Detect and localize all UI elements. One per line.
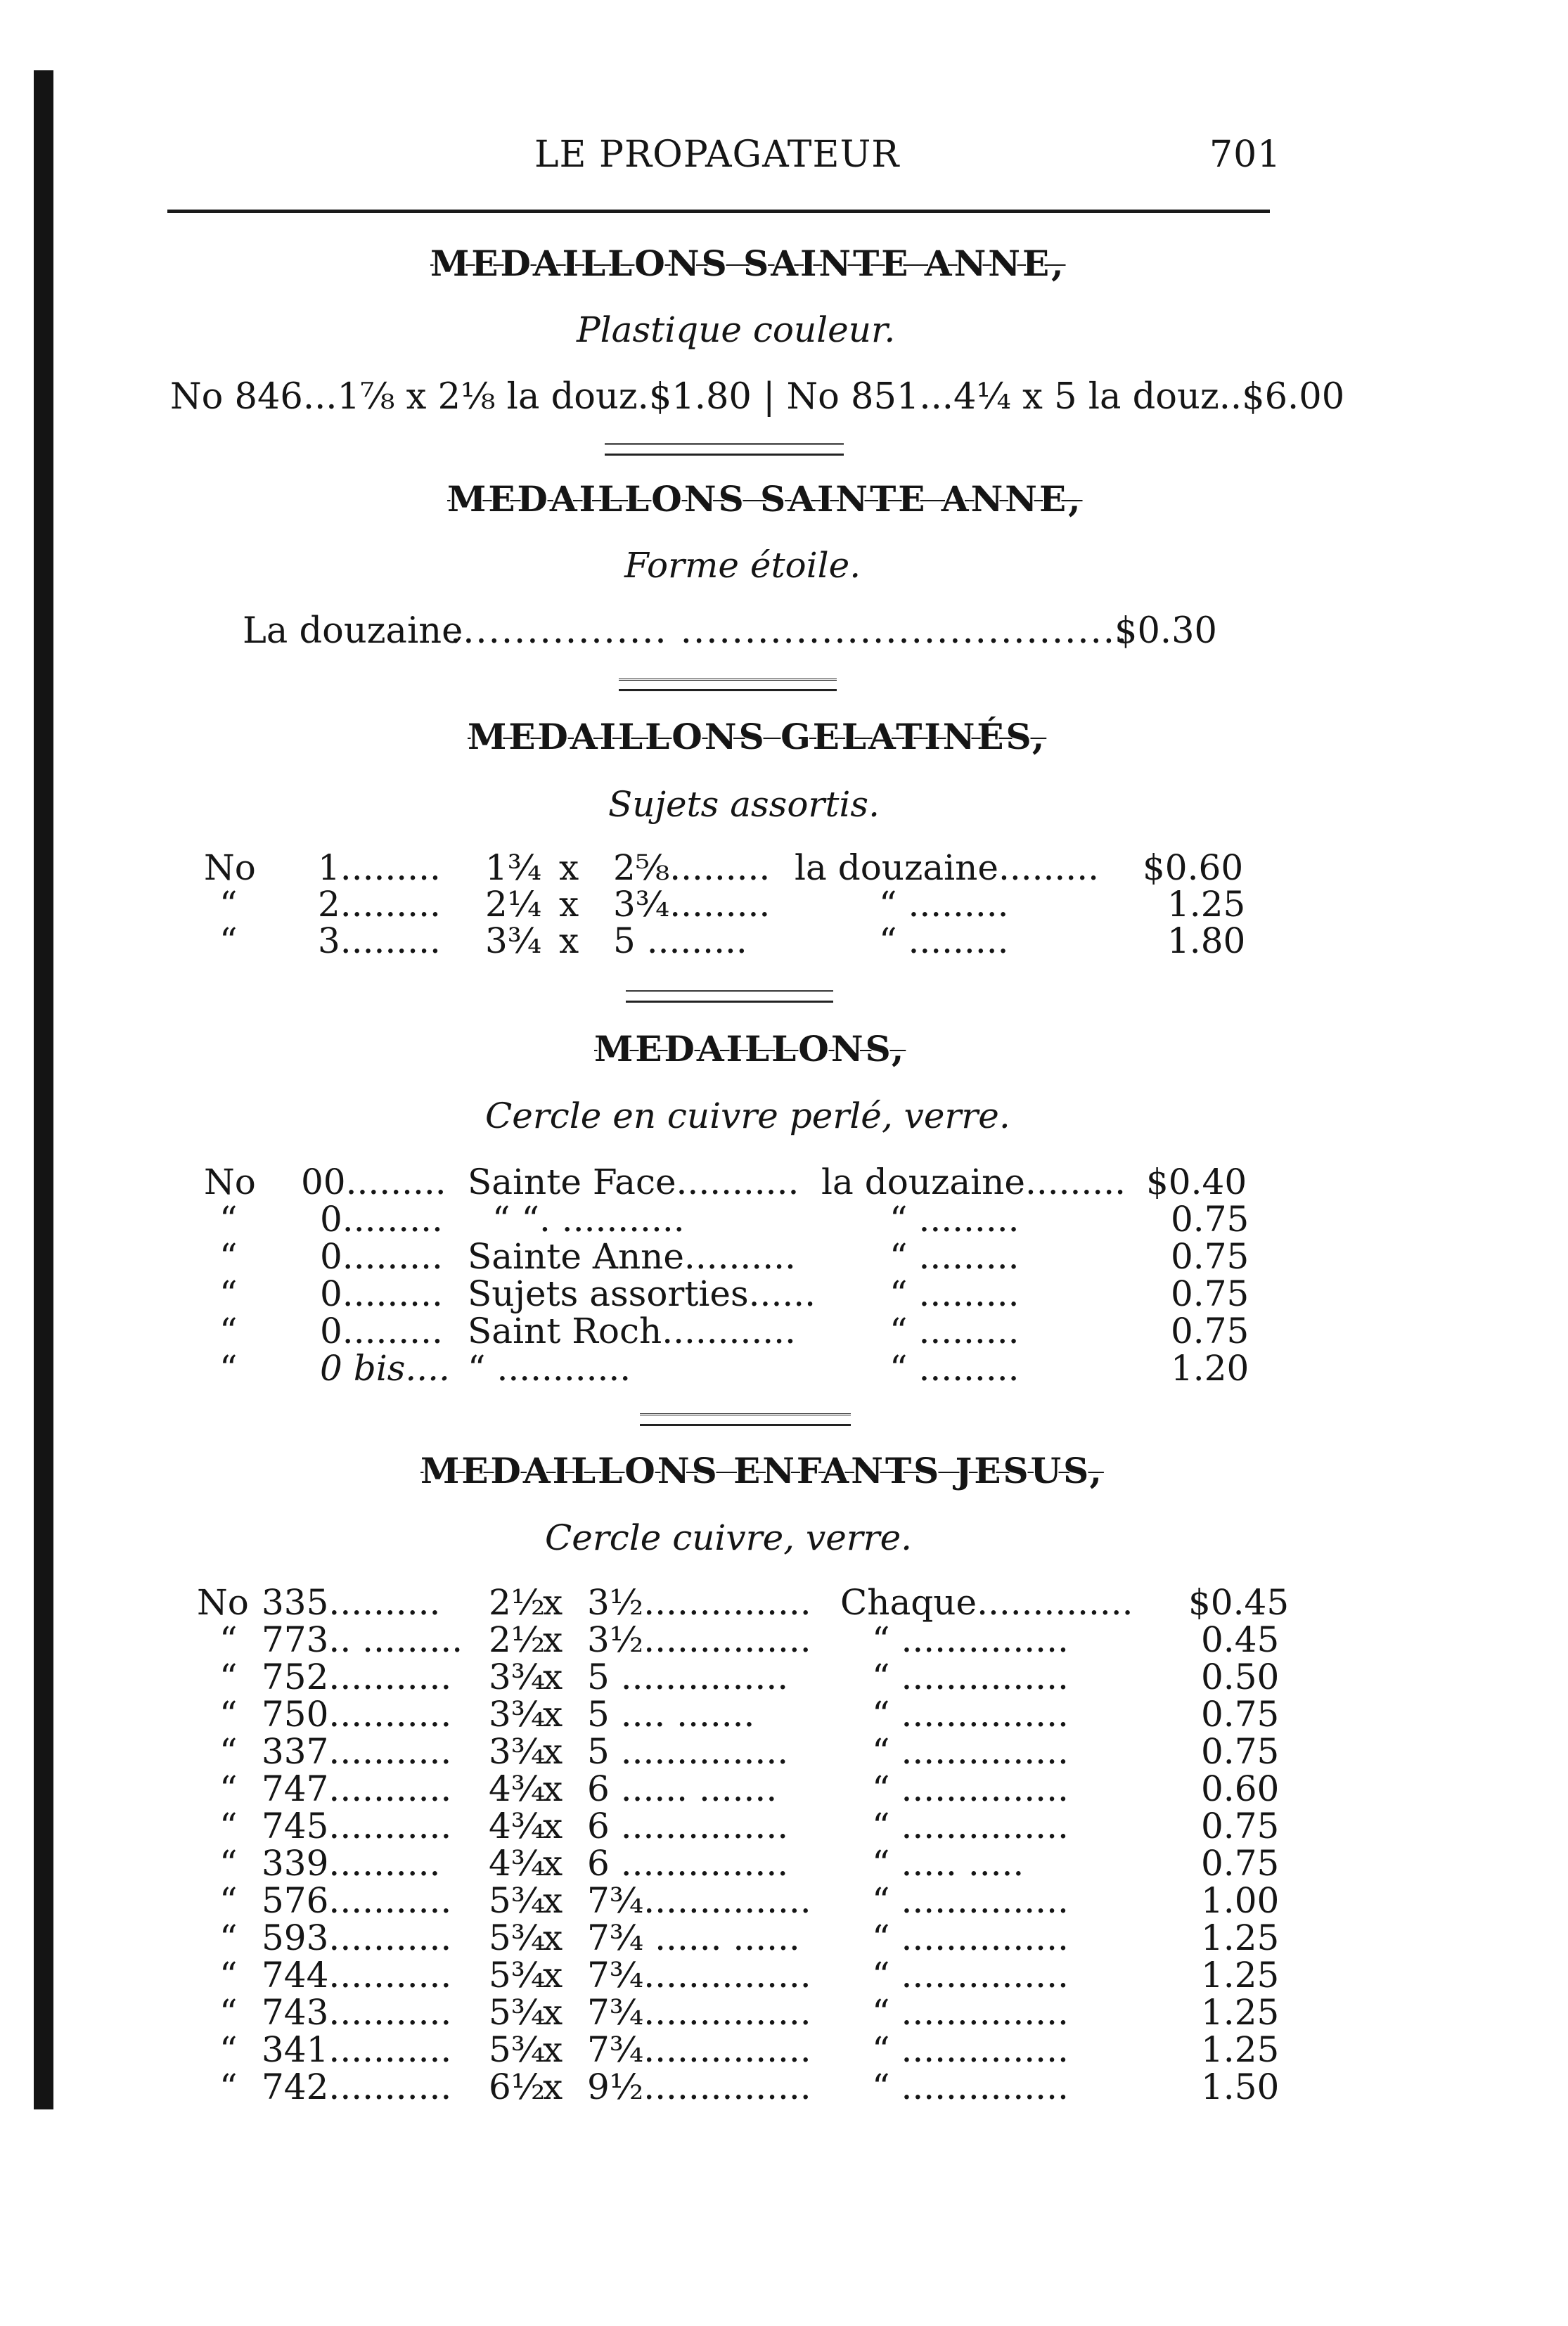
row-prefix: “	[219, 1992, 238, 2033]
row-height: 9½...............	[587, 2067, 811, 2107]
row-price: 1.00	[1201, 1880, 1280, 1921]
gelatine-row-2	[0, 884, 1568, 925]
section-subtitle-cercle-cuivre: Cercle cuivre, verre.	[545, 1517, 913, 1558]
enfants-jesus-row	[0, 1694, 1568, 1735]
row-price: $0.60	[1143, 847, 1244, 888]
row-price: 0.75	[1201, 1806, 1280, 1846]
row-unit: “ .........	[879, 884, 1009, 925]
row-price: 1.25	[1201, 2029, 1280, 2070]
row-number: 0.........	[320, 1273, 443, 1314]
row-price: 0.75	[1171, 1311, 1249, 1351]
row-width: 2½	[489, 1619, 546, 1660]
row-times: x	[543, 1992, 563, 2033]
row-prefix: “	[219, 920, 238, 961]
enfants-jesus-row	[0, 1768, 1568, 1809]
row-unit: “ ...............	[872, 1880, 1069, 1921]
row-height: 3½...............	[587, 1619, 811, 1660]
medaillon-row-3	[0, 1236, 1568, 1277]
row-prefix: “	[219, 1731, 238, 1772]
row-price: 1.25	[1167, 884, 1246, 925]
section-separator	[619, 679, 837, 691]
row-times: x	[543, 1657, 563, 1697]
row-unit: “ ...............	[872, 1955, 1069, 1996]
row-price: 1.50	[1201, 2067, 1280, 2107]
medaillon-row-4	[0, 1273, 1568, 1314]
section-separator	[605, 443, 844, 456]
gelatine-row-3	[0, 920, 1568, 961]
douzaine-price: $0.30	[1114, 610, 1218, 652]
row-number: 0.........	[320, 1236, 443, 1277]
row-number: 0.........	[320, 1311, 443, 1351]
row-price: 0.75	[1201, 1843, 1280, 1884]
row-unit: “ ...............	[872, 2067, 1069, 2107]
medaillon-row-6	[0, 1348, 1568, 1389]
section-subtitle-sujets-assortis: Sujets assortis.	[608, 784, 880, 825]
row-price: 1.25	[1201, 1917, 1280, 1958]
row-description: “ ............	[468, 1348, 631, 1389]
row-number: 593...........	[262, 1917, 452, 1958]
row-height: 5 .... .......	[587, 1694, 755, 1735]
page-number: 701	[1209, 134, 1282, 176]
section-title-enfants-jesus: MEDAILLONS ENFANTS JESUS,	[420, 1450, 1104, 1491]
row-price: $0.40	[1146, 1162, 1247, 1202]
row-price: 1.25	[1201, 1992, 1280, 2033]
douzaine-leader: ................. ...................................	[450, 610, 1129, 652]
row-unit: “ ...............	[872, 1619, 1069, 1660]
row-price: 1.20	[1171, 1348, 1249, 1389]
row-times: x	[543, 1619, 563, 1660]
row-unit: “ .........	[889, 1273, 1020, 1314]
row-number: 0.........	[320, 1199, 443, 1240]
row-unit: “ ...............	[872, 1731, 1069, 1772]
row-number: 2.........	[318, 884, 441, 925]
row-unit: “ .........	[889, 1199, 1020, 1240]
row-unit: la douzaine.........	[821, 1162, 1126, 1202]
enfants-jesus-row	[0, 1806, 1568, 1844]
row-prefix: “	[219, 1955, 238, 1996]
row-number: 337...........	[262, 1731, 452, 1772]
douzaine-label: La douzaine	[243, 610, 463, 652]
row-height: 2⅝.........	[613, 847, 771, 888]
row-number: 745...........	[262, 1806, 452, 1846]
row-width: 3¾	[489, 1731, 546, 1772]
row-number: 773.. .........	[262, 1619, 463, 1660]
row-width: 4¾	[489, 1843, 546, 1884]
row-height: 6 ...............	[587, 1843, 789, 1884]
row-times: x	[543, 1694, 563, 1735]
row-number: 335..........	[262, 1582, 441, 1623]
row-price: 1.25	[1201, 1955, 1280, 1996]
row-prefix: “	[219, 1917, 238, 1958]
row-prefix: No	[197, 1582, 249, 1623]
row-unit: “ .........	[879, 920, 1009, 961]
row-width: 1¾	[485, 847, 542, 888]
medaillon-row-2	[0, 1199, 1568, 1240]
row-height: 7¾...............	[587, 1880, 811, 1921]
enfants-jesus-row	[0, 1880, 1568, 1921]
row-height: 6 ...... .......	[587, 1768, 778, 1809]
section-subtitle-etoile: Forme étoile.	[624, 545, 861, 586]
row-times: x	[543, 1843, 563, 1884]
row-prefix: “	[219, 1806, 238, 1846]
section-subtitle-plastique: Plastique couleur.	[577, 309, 896, 350]
row-number: 743...........	[262, 1992, 452, 2033]
row-times: x	[543, 1955, 563, 1996]
row-unit: “ ..... .....	[872, 1843, 1024, 1884]
row-number: 747...........	[262, 1768, 452, 1809]
row-times: x	[543, 1582, 563, 1623]
enfants-jesus-row	[0, 1731, 1568, 1772]
row-height: 5 ...............	[587, 1657, 789, 1697]
row-price: 0.75	[1171, 1273, 1249, 1314]
row-times: x	[543, 1880, 563, 1921]
row-price: 0.60	[1201, 1768, 1280, 1809]
row-prefix: No	[204, 847, 256, 888]
row-times: x	[559, 920, 579, 961]
row-number: 1.........	[318, 847, 441, 888]
row-height: 3½...............	[587, 1582, 811, 1623]
header-rule	[167, 210, 1270, 213]
row-prefix: “	[219, 1694, 238, 1735]
row-unit: “ .........	[889, 1236, 1020, 1277]
row-width: 5¾	[489, 2029, 546, 2070]
row-unit: “ .........	[889, 1311, 1020, 1351]
row-unit: “ .........	[889, 1348, 1020, 1389]
row-width: 3¾	[485, 920, 542, 961]
row-width: 4¾	[489, 1806, 546, 1846]
row-number: 742...........	[262, 2067, 452, 2107]
row-price: 0.75	[1201, 1694, 1280, 1735]
row-number: 744...........	[262, 1955, 452, 1996]
enfants-jesus-row	[0, 1582, 1568, 1623]
enfants-jesus-row	[0, 1619, 1568, 1660]
row-price: 0.75	[1171, 1236, 1249, 1277]
row-prefix: “	[219, 1619, 238, 1660]
row-height: 7¾ ...... ......	[587, 1917, 800, 1958]
row-height: 7¾...............	[587, 1992, 811, 2033]
price-line-846-851: No 846...1⅞ x 2⅛ la douz.$1.80 | No 851...4¼ x 5 la douz..$6.00	[170, 376, 1345, 418]
row-number: 576...........	[262, 1880, 452, 1921]
enfants-jesus-row	[0, 1917, 1568, 1958]
row-prefix: “	[219, 2067, 238, 2107]
enfants-jesus-row	[0, 1992, 1568, 2033]
row-description: “ “. ...........	[492, 1199, 685, 1240]
row-times: x	[543, 1731, 563, 1772]
row-price: 0.75	[1171, 1199, 1249, 1240]
row-number: 339..........	[262, 1843, 441, 1884]
section-subtitle-cercle-perle: Cercle en cuivre perlé, verre.	[485, 1095, 1010, 1136]
row-number: 3.........	[318, 920, 441, 961]
row-unit: “ ...............	[872, 1917, 1069, 1958]
section-separator	[626, 990, 833, 1003]
row-prefix: No	[204, 1162, 256, 1202]
section-separator	[640, 1413, 851, 1426]
row-width: 5¾	[489, 1955, 546, 1996]
enfants-jesus-row	[0, 1843, 1568, 1884]
section-title-medaillons: MEDAILLONS,	[594, 1028, 906, 1069]
row-unit: la douzaine.........	[795, 847, 1099, 888]
gelatine-row-1	[0, 847, 1568, 888]
row-description: Sainte Face...........	[468, 1162, 799, 1202]
row-height: 7¾...............	[587, 2029, 811, 2070]
row-prefix: “	[219, 2029, 238, 2070]
row-number: 752...........	[262, 1657, 452, 1697]
section-title-sainte-anne-plastique: MEDAILLONS SAINTE ANNE,	[430, 243, 1066, 284]
row-times: x	[543, 1768, 563, 1809]
enfants-jesus-row	[0, 2029, 1568, 2070]
row-width: 4¾	[489, 1768, 546, 1809]
row-prefix: “	[219, 1348, 238, 1389]
row-prefix: “	[219, 1311, 238, 1351]
row-times: x	[543, 1917, 563, 1958]
row-height: 7¾...............	[587, 1955, 811, 1996]
row-prefix: “	[219, 884, 238, 925]
enfants-jesus-row	[0, 1955, 1568, 1996]
row-price: 0.45	[1201, 1619, 1280, 1660]
row-width: 6½	[489, 2067, 546, 2107]
row-price: 0.75	[1201, 1731, 1280, 1772]
row-prefix: “	[219, 1657, 238, 1697]
row-unit: “ ...............	[872, 1768, 1069, 1809]
section-title-gelatines: MEDAILLONS GELATINÉS,	[468, 716, 1047, 757]
row-prefix: “	[219, 1236, 238, 1277]
row-price: $0.45	[1188, 1582, 1290, 1623]
row-width: 5¾	[489, 1880, 546, 1921]
enfants-jesus-row	[0, 2067, 1568, 2105]
row-times: x	[543, 1806, 563, 1846]
row-unit: “ ...............	[872, 1657, 1069, 1697]
row-times: x	[543, 2029, 563, 2070]
row-prefix: “	[219, 1768, 238, 1809]
row-number: 750...........	[262, 1694, 452, 1735]
enfants-jesus-row	[0, 1657, 1568, 1695]
medaillon-row-5	[0, 1311, 1568, 1349]
row-prefix: “	[219, 1273, 238, 1314]
medaillon-row-1	[0, 1162, 1568, 1200]
row-prefix: “	[219, 1199, 238, 1240]
row-number: 341...........	[262, 2029, 452, 2070]
row-width: 3¾	[489, 1657, 546, 1697]
row-number: 00.........	[301, 1162, 446, 1202]
row-times: x	[559, 884, 579, 925]
row-width: 2½	[489, 1582, 546, 1623]
row-description: Sujets assorties......	[468, 1273, 816, 1314]
row-height: 5 ...............	[587, 1731, 789, 1772]
row-number: 0 bis....	[320, 1348, 450, 1389]
row-times: x	[543, 2067, 563, 2107]
row-height: 6 ...............	[587, 1806, 789, 1846]
row-width: 2¼	[485, 884, 542, 925]
row-width: 5¾	[489, 1992, 546, 2033]
row-unit: “ ...............	[872, 2029, 1069, 2070]
running-head-title: LE PROPAGATEUR	[534, 134, 900, 176]
row-description: Saint Roch............	[468, 1311, 796, 1351]
row-unit: “ ...............	[872, 1992, 1069, 2033]
row-height: 5 .........	[613, 920, 747, 961]
row-height: 3¾.........	[613, 884, 771, 925]
row-times: x	[559, 847, 579, 888]
row-width: 3¾	[489, 1694, 546, 1735]
row-prefix: “	[219, 1880, 238, 1921]
row-description: Sainte Anne..........	[468, 1236, 796, 1277]
row-unit: Chaque..............	[840, 1582, 1133, 1623]
row-unit: “ ...............	[872, 1806, 1069, 1846]
row-price: 1.80	[1167, 920, 1246, 961]
row-width: 5¾	[489, 1917, 546, 1958]
row-prefix: “	[219, 1843, 238, 1884]
section-title-sainte-anne-etoile: MEDAILLONS SAINTE ANNE,	[447, 478, 1083, 520]
row-unit: “ ...............	[872, 1694, 1069, 1735]
row-price: 0.50	[1201, 1657, 1280, 1697]
